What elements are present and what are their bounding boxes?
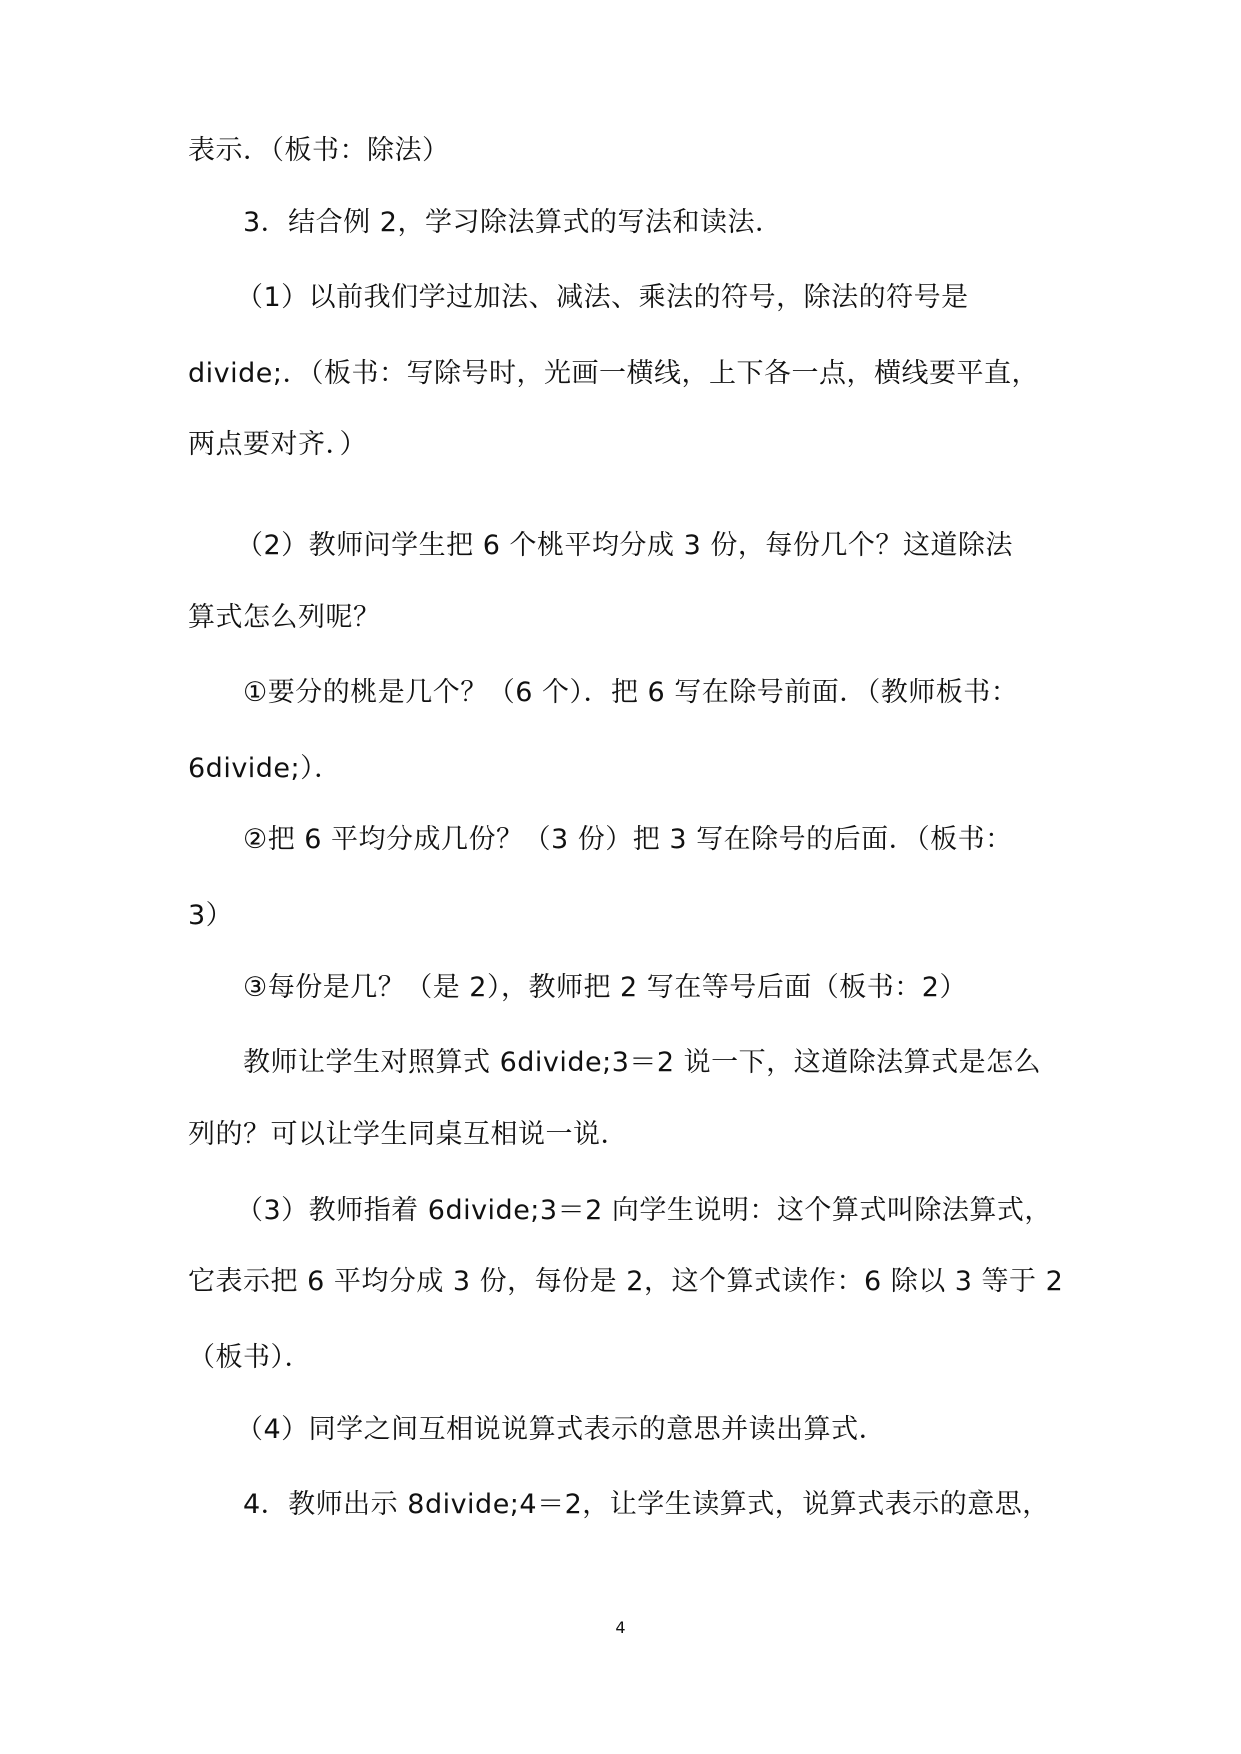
text-line: 表示．（板书：除法） xyxy=(188,135,450,166)
text-line: 两点要对齐．） xyxy=(188,429,367,460)
text-line: 3．结合例 2，学习除法算式的写法和读法． xyxy=(243,207,783,238)
text-line: 列的？可以让学生同桌互相说一说． xyxy=(188,1119,628,1150)
text-line: （1）以前我们学过加法、减法、乘法的符号，除法的符号是 xyxy=(236,282,969,313)
text-line: （2）教师问学生把 6 个桃平均分成 3 份，每份几个？这道除法 xyxy=(236,530,1013,561)
text-line: 它表示把 6 平均分成 3 份，每份是 2，这个算式读作：6 除以 3 等于 2 xyxy=(188,1266,1064,1297)
page-number: 4 xyxy=(615,1618,626,1637)
text-line: （4）同学之间互相说说算式表示的意思并读出算式． xyxy=(236,1414,887,1445)
text-line: divide;．（板书：写除号时，光画一横线，上下各一点，横线要平直， xyxy=(188,358,1039,389)
text-line: ③每份是几？（是 2），教师把 2 写在等号后面（板书：2） xyxy=(243,972,967,1003)
text-line: （3）教师指着 6divide;3＝2 向学生说明：这个算式叫除法算式， xyxy=(236,1195,1052,1226)
text-line: （板书）． xyxy=(188,1342,312,1373)
text-line: 3） xyxy=(188,900,234,931)
text-line: 4．教师出示 8divide;4＝2，让学生读算式，说算式表示的意思， xyxy=(243,1489,1050,1520)
text-line: ①要分的桃是几个？（6 个）．把 6 写在除号前面．（教师板书： xyxy=(243,677,1019,708)
text-line: 教师让学生对照算式 6divide;3＝2 说一下，这道除法算式是怎么 xyxy=(243,1047,1042,1078)
text-line: 6divide;）． xyxy=(188,753,342,784)
text-line: 算式怎么列呢？ xyxy=(188,602,381,633)
text-line: ②把 6 平均分成几份？（3 份）把 3 写在除号的后面．（板书： xyxy=(243,824,1013,855)
